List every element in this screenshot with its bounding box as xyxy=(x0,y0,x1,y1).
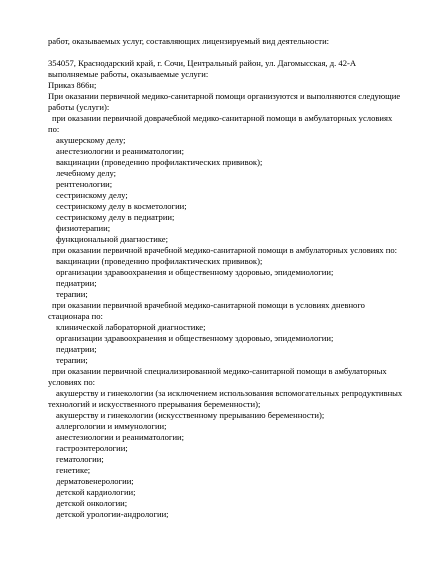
text-line: сестринскому делу; xyxy=(56,190,128,200)
text-line: организации здравоохранения и общественному здоровью, эпидемиологии; xyxy=(56,267,334,277)
text-line: детской кардиологии; xyxy=(56,487,136,497)
text-line: терапии; xyxy=(56,355,88,365)
text-line: детской урологии-андрологии; xyxy=(56,509,169,519)
text-line: Приказ 866н; xyxy=(48,80,97,90)
text-line: выполняемые работы, оказываемые услуги: xyxy=(48,69,209,79)
text-line: функциональной диагностике; xyxy=(56,234,169,244)
text-line: при оказании первичной доврачебной медико-санитарной помощи в амбулаторных условиях xyxy=(52,113,393,123)
text-line: гематологии; xyxy=(56,454,104,464)
text-line: анестезиологии и реаниматологии; xyxy=(56,146,185,156)
text-line: стационара по: xyxy=(48,311,103,321)
text-line: 354057, Краснодарский край, г. Сочи, Центральный район, ул. Дагомысская, д. 42-А xyxy=(48,58,357,68)
text-line: гастроэнтерологии; xyxy=(56,443,128,453)
text-line: педиатрии; xyxy=(56,344,97,354)
text-line: организации здравоохранения и общественному здоровью, эпидемиологии; xyxy=(56,333,334,343)
text-line: сестринскому делу в косметологии; xyxy=(56,201,187,211)
text-line: анестезиологии и реаниматологии; xyxy=(56,432,185,442)
text-line: клинической лабораторной диагностике; xyxy=(56,322,206,332)
text-line: генетике; xyxy=(56,465,91,475)
text-line: детской онкологии; xyxy=(56,498,128,508)
text-line: при оказании первичной врачебной медико-санитарной помощи в условиях дневного xyxy=(52,300,365,310)
text-line: При оказании первичной медико-санитарной помощи организуются и выполняются следующие xyxy=(48,91,401,101)
text-line: дерматовенерологии; xyxy=(56,476,134,486)
text-line: работы (услуги): xyxy=(48,102,110,112)
text-line: технологий и искусственного прерывания беременности); xyxy=(48,399,261,409)
text-line: вакцинации (проведению профилактических прививок); xyxy=(56,157,263,167)
text-line: терапии; xyxy=(56,289,88,299)
text-line: по: xyxy=(48,124,60,134)
text-line: акушерству и гинекологии (искусственному прерыванию беременности); xyxy=(56,410,325,420)
text-line: при оказании первичной врачебной медико-санитарной помощи в амбулаторных условиях по: xyxy=(52,245,398,255)
text-line: аллергологии и иммунологии; xyxy=(56,421,167,431)
text-line: лечебному делу; xyxy=(56,168,117,178)
text-line: вакцинации (проведению профилактических прививок); xyxy=(56,256,263,266)
text-line: рентгенологии; xyxy=(56,179,113,189)
text-line: физиотерапии; xyxy=(56,223,111,233)
text-line: педиатрии; xyxy=(56,278,97,288)
text-line: акушерскому делу; xyxy=(56,135,126,145)
text-line: условиях по: xyxy=(48,377,96,387)
text-line: сестринскому делу в педиатрии; xyxy=(56,212,175,222)
text-line: при оказании первичной специализированной медико-санитарной помощи в амбулаторных xyxy=(52,366,387,376)
text-line: работ, оказываемых услуг, составляющих лицензируемый вид деятельности: xyxy=(48,36,330,46)
text-line: акушерству и гинекологии (за исключением использования вспомогательных репродуктивных xyxy=(56,388,403,398)
